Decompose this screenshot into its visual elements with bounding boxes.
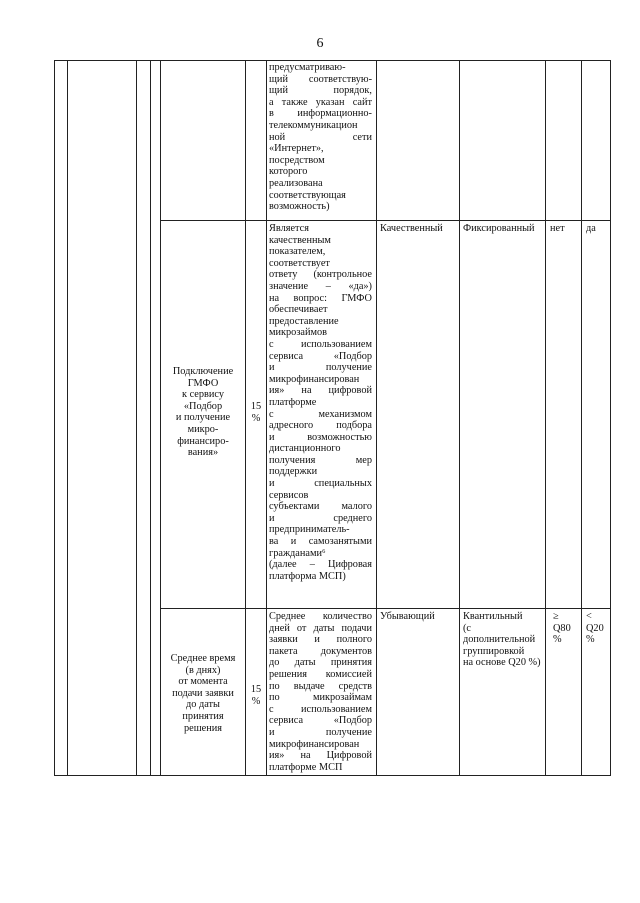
row3-method: Квантильный (с дополнительной группировкой на основе Q20 %) <box>463 611 541 669</box>
row3-high-threshold: < Q20 % <box>586 611 604 646</box>
row3-type: Убывающий <box>380 611 435 622</box>
criteria-table <box>54 60 611 776</box>
row2-indicator-name: Подключение ГМФО к сервису «Подбор и получение микро- финансиро- вания» <box>172 366 234 459</box>
row2-yes-value: да <box>586 223 596 234</box>
row3-low-threshold: ≥ Q80 % <box>553 611 571 646</box>
row1-criterion: предусматриваю- щий соответствую- щий порядок, а также указан сайт в информационно- телекоммуникацион ной сети «Интернет», посредством которого реализована соответствующая возможность) <box>269 62 372 213</box>
row2-no-value: нет <box>550 223 565 234</box>
row2-type: Качественный <box>380 223 443 234</box>
row2-weight: 15 % <box>250 401 262 424</box>
row3-weight: 15 % <box>250 684 262 707</box>
row2-criterion: Является качественным показателем, соответствует ответу (контрольное значение – «да») на вопрос: ГМФО обеспечивает предоставление микрозаймов с использованием сервиса «Подбор и получение микрофинансирован ия» на цифровой платформе с механизмом адресного подбора и возможностью дистанционного получения мер поддержки и специальных сервисов субъектами малого и среднего предприниматель- ва и самозанятыми гражданами⁶ (далее – Цифровая платформа МСП) <box>269 223 372 582</box>
row2-method: Фиксированный <box>463 223 535 234</box>
row3-criterion: Среднее количество дней от даты подачи заявки и полного пакета документов до даты принятия решения комиссией по выдаче средств по микрозаймам с использованием сервиса «Подбор и получение микрофинансирован ия» на Цифровой платформе МСП <box>269 611 372 773</box>
page-number: 6 <box>316 36 324 51</box>
row3-indicator-name: Среднее время (в днях) от момента подачи заявки до даты принятия решения <box>170 653 236 734</box>
